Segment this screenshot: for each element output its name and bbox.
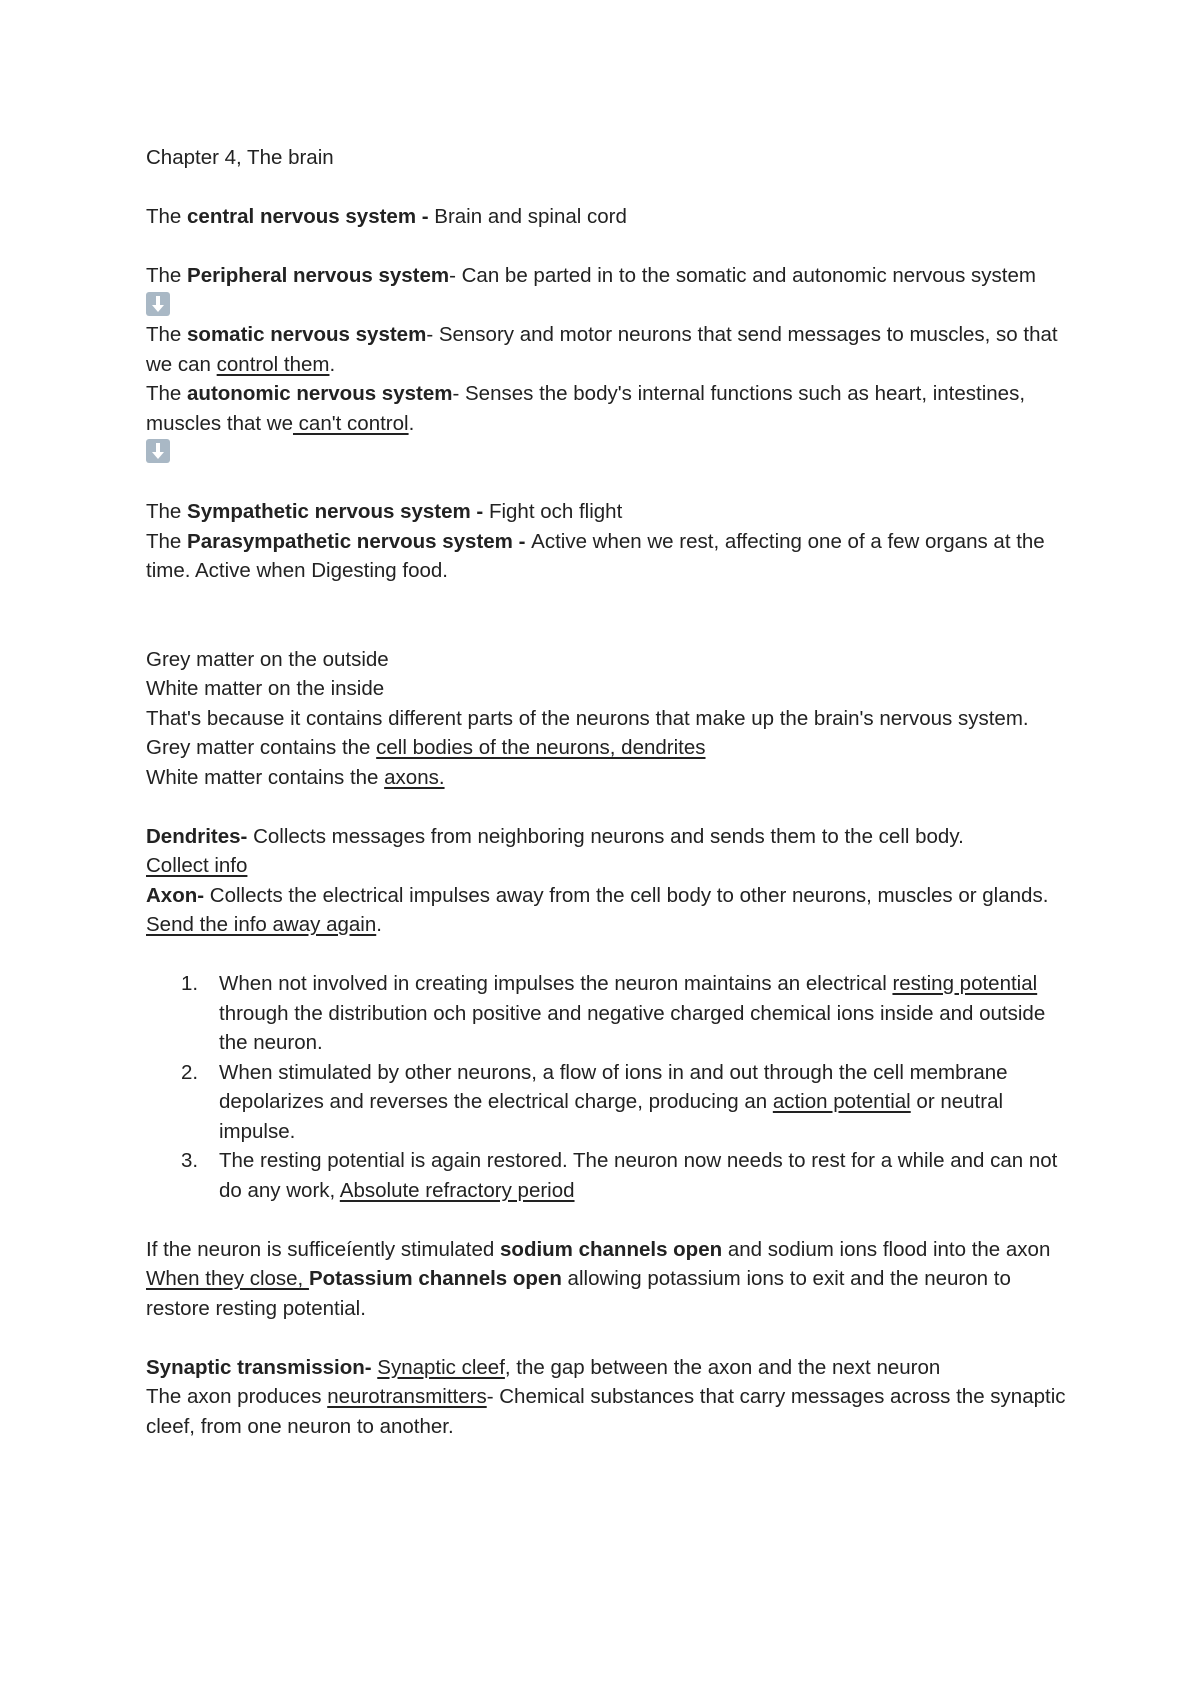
- synaptic-paragraph: Synaptic transmission- Synaptic cleef, the gap between the axon and the next neuron: [146, 1355, 941, 1379]
- white-inside-line: White matter on the inside: [146, 677, 385, 700]
- down-arrow-icon: [146, 439, 170, 463]
- sympathetic-paragraph: The Sympathetic nervous system - Fight och flight: [146, 500, 623, 523]
- list-item: 2. When stimulated by other neurons, a flow of ions in and out through the cell membrane depolarizes and reverses the electrical charge, producing an action potential or neutral impulse.: [181, 1060, 1008, 1143]
- sodium-paragraph: If the neuron is sufficeíently stimulated sodium channels open and sodium ions flood into the axon: [146, 1237, 1051, 1261]
- down-arrow-icon: [146, 292, 170, 316]
- neurotransmitters-paragraph: The axon produces neurotransmitters- Chemical substances that carry messages across the synaptic cleef, from one neuron to another.: [146, 1385, 1066, 1438]
- list-item: 3. The resting potential is again restored. The neuron now needs to rest for a while and can not do any work, Absolute refractory period: [181, 1149, 1058, 1202]
- white-contains-line: White matter contains the axons.: [146, 765, 445, 789]
- because-paragraph: That's because it contains different parts of the neurons that make up the brain's nervous system.: [146, 706, 1029, 730]
- pns-paragraph: The Peripheral nervous system- Can be parted in to the somatic and autonomic nervous system: [146, 264, 1036, 287]
- autonomic-paragraph: The autonomic nervous system- Senses the body's internal functions such as heart, intestines, muscles that we can't control.: [146, 382, 1026, 435]
- list-item: 1. When not involved in creating impulses the neuron maintains an electrical resting potential through the distribution och positive and negative charged chemical ions inside and outside the neuron.: [181, 972, 1046, 1054]
- potassium-paragraph: When they close, Potassium channels open allowing potassium ions to exit and the neuron to restore resting potential.: [146, 1267, 1011, 1320]
- dendrites-paragraph: Dendrites- Collects messages from neighboring neurons and sends them to the cell body.: [146, 824, 964, 848]
- cns-paragraph: The central nervous system - Brain and spinal cord: [146, 205, 627, 228]
- page-title: Chapter 4, The brain: [146, 146, 334, 169]
- neuron-steps-list: [146, 969, 1066, 1205]
- grey-contains-line: Grey matter contains the cell bodies of the neurons, dendrites: [146, 736, 706, 759]
- collect-info-line: Collect info: [146, 854, 248, 877]
- document-page: [146, 143, 1066, 1441]
- somatic-paragraph: The somatic nervous system- Sensory and motor neurons that send messages to muscles, so that we can control them.: [146, 323, 1058, 376]
- grey-outside-line: Grey matter on the outside: [146, 647, 389, 671]
- axon-paragraph: Axon- Collects the electrical impulses away from the cell body to other neurons, muscles or glands. Send the info away again.: [146, 883, 1049, 936]
- parasympathetic-paragraph: The Parasympathetic nervous system - Active when we rest, affecting one of a few organs at the time. Active when Digesting food.: [146, 529, 1045, 582]
